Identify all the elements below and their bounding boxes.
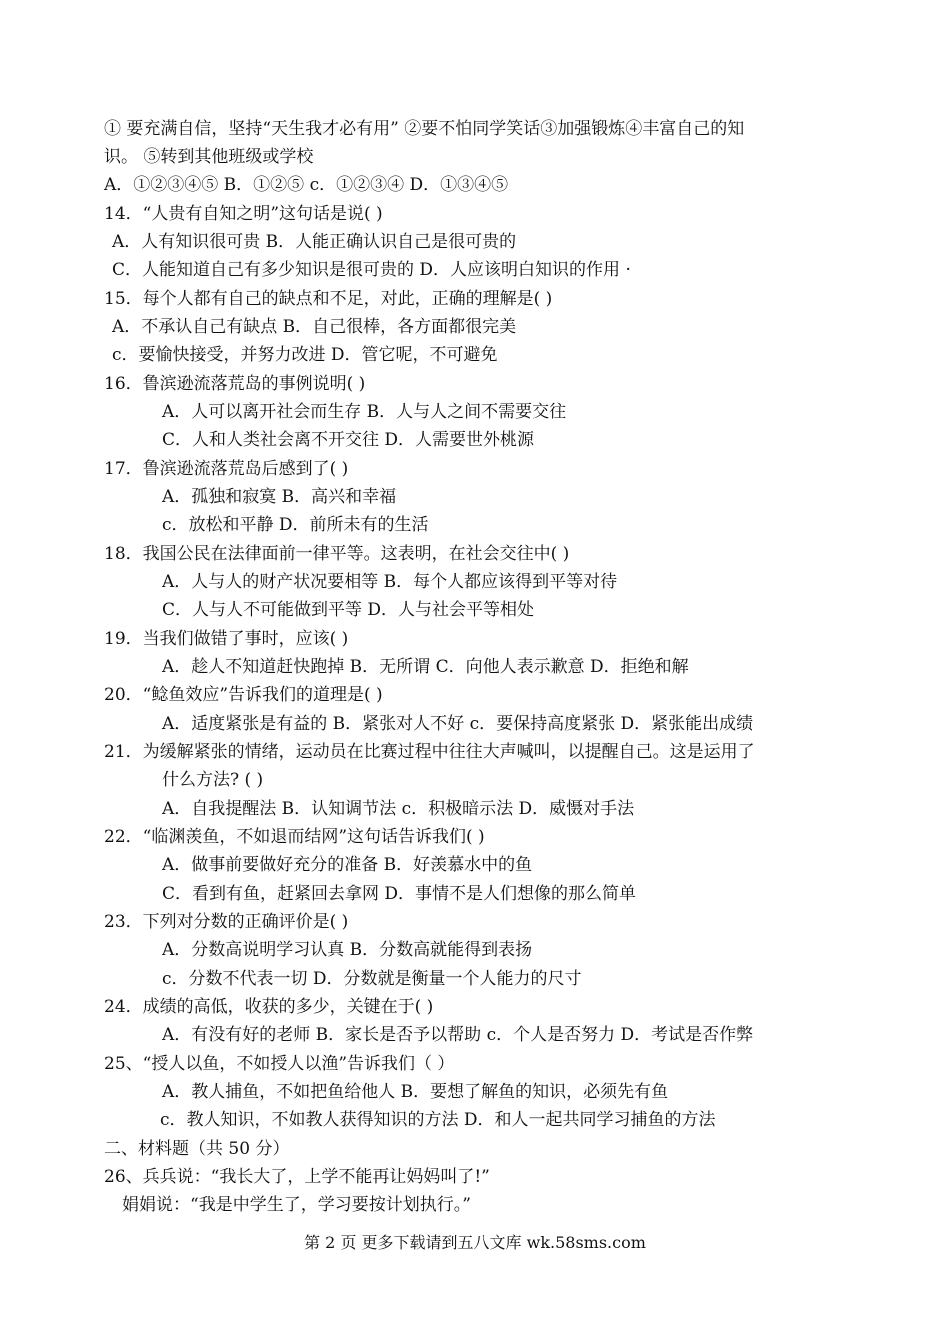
- question-25-options-ab: A．教人捕鱼，不如把鱼给他人 B．要想了解鱼的知识，必须先有鱼: [162, 1082, 669, 1102]
- question-15-options-ab: A．不承认自己有缺点 B．自己很棒，各方面都很完美: [112, 317, 517, 337]
- question-25: 25、“授人以鱼，不如授人以渔”告诉我们（ ）: [104, 1054, 455, 1074]
- text-line-1: ① 要充满自信，坚持“天生我才必有用” ②要不怕同学笑话③加强锻炼④丰富自己的知: [104, 119, 745, 139]
- question-23: 23．下列对分数的正确评价是( ): [104, 912, 349, 932]
- question-26: 26、兵兵说：“我长大了，上学不能再让妈妈叫了!”: [104, 1167, 490, 1187]
- question-15: 15．每个人都有自己的缺点和不足，对此，正确的理解是( ): [104, 289, 553, 309]
- question-20-options: A．适度紧张是有益的 B．紧张对人不好 c．要保持高度紧张 D．紧张能出成绩: [162, 714, 754, 734]
- question-16: 16．鲁滨逊流落荒岛的事例说明( ): [104, 374, 366, 394]
- question-24: 24．成绩的高低，收获的多少，关键在于( ): [104, 997, 434, 1017]
- question-25-options-cd: c．教人知识，不如教人获得知识的方法 D．和人一起共同学习捕鱼的方法: [160, 1110, 716, 1130]
- section-heading: 二、材料题（共 50 分）: [104, 1139, 290, 1159]
- question-23-options-ab: A．分数高说明学习认真 B．分数高就能得到表扬: [162, 940, 533, 960]
- question-21-options: A．自我提醒法 B．认知调节法 c．积极暗示法 D．威慑对手法: [162, 799, 635, 819]
- question-19-options: A．趁人不知道赶快跑掉 B．无所谓 C．向他人表示歉意 D．拒绝和解: [162, 657, 689, 677]
- question-20: 20．“鲶鱼效应”告诉我们的道理是( ): [104, 685, 383, 705]
- question-14-options-cd: C．人能知道自己有多少知识是很可贵的 D．人应该明白知识的作用 ·: [112, 260, 631, 280]
- page-footer: 第 2 页 更多下载请到五八文库 wk.58sms.com: [304, 1233, 646, 1252]
- question-14-options-ab: A．人有知识很可贵 B．人能正确认识自己是很可贵的: [112, 232, 517, 252]
- question-16-options-ab: A．人可以离开社会而生存 B．人与人之间不需要交往: [162, 402, 567, 422]
- question-26-continued: 娟娟说：“我是中学生了，学习要按计划执行。”: [122, 1195, 471, 1215]
- question-17-options-cd: c．放松和平静 D．前所未有的生活: [162, 515, 429, 535]
- question-23-options-cd: c．分数不代表一切 D．分数就是衡量一个人能力的尺寸: [162, 969, 582, 989]
- question-15-options-cd: c．要愉快接受，并努力改进 D．管它呢，不可避免: [112, 345, 498, 365]
- answer-options-13: A．①②③④⑤ B．①②⑤ c．①②③④ D．①③④⑤: [104, 175, 509, 195]
- question-14: 14．“人贵有自知之明”这句话是说( ): [104, 204, 383, 224]
- question-21: 21．为缓解紧张的情绪，运动员在比赛过程中往往大声喊叫，以提醒自己。这是运用了: [104, 742, 755, 762]
- question-24-options: A．有没有好的老师 B．家长是否予以帮助 c．个人是否努力 D．考试是否作弊: [162, 1025, 754, 1045]
- question-21-continued: 什么方法? ( ): [162, 770, 264, 790]
- question-18-options-cd: C．人与人不可能做到平等 D．人与社会平等相处: [162, 600, 535, 620]
- question-19: 19．当我们做错了事时，应该( ): [104, 629, 349, 649]
- question-16-options-cd: C．人和人类社会离不开交往 D．人需要世外桃源: [162, 430, 535, 450]
- question-22: 22．“临渊羡鱼，不如退而结网”这句话告诉我们( ): [104, 827, 485, 847]
- question-22-options-ab: A．做事前要做好充分的准备 B．好羡慕水中的鱼: [162, 855, 533, 875]
- question-18: 18．我国公民在法律面前一律平等。这表明，在社会交往中( ): [104, 544, 570, 564]
- question-18-options-ab: A．人与人的财产状况要相等 B．每个人都应该得到平等对待: [162, 572, 618, 592]
- question-17-options-ab: A．孤独和寂寞 B．高兴和幸福: [162, 487, 397, 507]
- question-22-options-cd: C．看到有鱼，赶紧回去拿网 D．事情不是人们想像的那么简单: [162, 884, 637, 904]
- question-17: 17．鲁滨逊流落荒岛后感到了( ): [104, 459, 349, 479]
- text-line-2: 识。 ⑤转到其他班级或学校: [104, 147, 314, 167]
